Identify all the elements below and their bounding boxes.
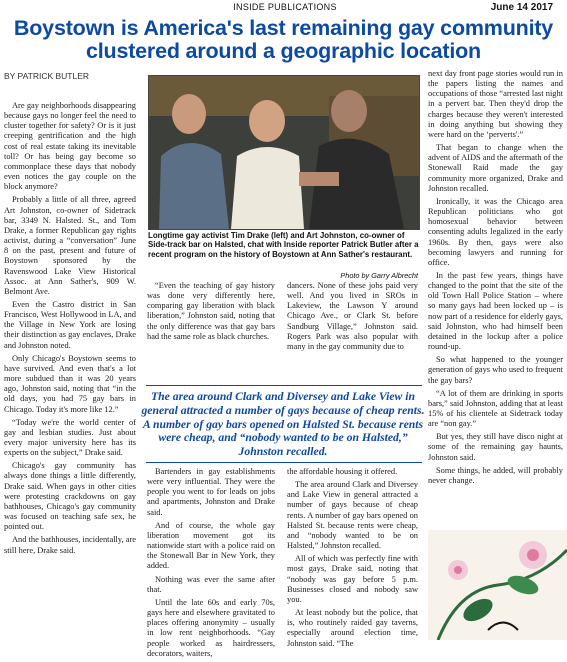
photo-credit: Photo by Garry Albrecht [340, 271, 418, 280]
paragraph: In the past few years, things have changed to the point that the site of the old Town Hall Police Station – where so many gays had been locked up – is now part of a residence for elderly gays, said Johnston, who had himself been detained in the lockup after a police round-up. [428, 270, 563, 352]
pull-quote-rule-top [146, 385, 422, 386]
paragraph: Are gay neighborhoods disappearing because gays no longer feel the need to cluster together for safety? Or is it just creeping gentrification and the high cost of real estate taking its inevitable toll? Or has being gay become so commonplace these days that nobody even notices the gay couple on the block anymore? [4, 101, 136, 192]
paragraph: At least nobody but the police, that is, who routinely raided gay taverns, especially around election time, Johnston said. “The [287, 608, 418, 648]
paragraph: And of course, the whole gay liberation movement got its nationwide start with a police raid on the Stonewall Bar in New York, they added. [147, 520, 275, 571]
paragraph: And the bathhouses, incidentally, are still here, Drake said. [4, 535, 136, 555]
paragraph: Probably a little of all three, agreed Art Johnston, co-owner of Sidetrack bar, 3349 N. Halsted. St., and Tom Drake, a former Republican gay rights activist, during a “conversation” June 8 on the past, present and future of Boystown sponsored by the Ravenswood Lake View Historical Assoc. at Ann Sather's, 909 W. Belmont Ave. [4, 195, 136, 296]
paragraph: Until the late 60s and early 70s, gays here and elsewhere gravitated to places offering anonymity – usually in low rent neighborhoods. “Gay people worked as hairdressers, decorators, waiters, [147, 597, 275, 658]
paragraph: next day front page stories would run in the papers listing the names and occupations of those “arrested last night in a pervert bar. Then they'd drop the charges because they weren't interested in doing anything but showing they were hard on the ‘perverts'.” [428, 69, 563, 139]
paragraph: All of which was perfectly fine with most gays, Drake said, noting that “nobody was gay before 5 p.m. Businesses closed and nobody saw you. [287, 554, 418, 604]
paragraph: Bartenders in gay establishments were very influential. They were the people you went to for leads on jobs and apartments, Johnston and Drake said. [147, 467, 275, 517]
paragraph: That began to change when the advent of AIDS and the aftermath of the Stonewall Raid made the gay community more organized, Drake and Johnston recalled. [428, 143, 563, 193]
paragraph: “A lot of them are drinking in sports bars,” said Johnston, adding that at least 15% of his clientele at Sidetrack today are “non gay.” [428, 388, 563, 429]
article-column-3-upper [287, 281, 418, 355]
article-column-3-lower [287, 467, 418, 652]
article-column-2-lower [147, 467, 275, 662]
pull-quote: The area around Clark and Diversey and Lake View in general attracted a number of gays because of cheap rents. A number of gay bars opened on Halsted St. because rents were cheap, and “nobody wanted to be on Halsted,” Johnston recalled. [141, 390, 425, 459]
photo-caption: Longtime gay activist Tim Drake (left) and Art Johnston, co-owner of Side-track bar on Halsted, chat with Inside reporter Patrick Butler after a recent program on the history of Boystown at Ann Sather's restaurant. [148, 231, 419, 259]
article-column-4 [428, 69, 563, 489]
issue-date: June 14 2017 [490, 2, 553, 13]
photo-illustration [149, 76, 419, 229]
paragraph: The area around Clark and Diversey and Lake View in general attracted a number of gays because of cheap rents. A number of gay bars opened on Halsted St. because rents were cheap, and “nobody wanted to be on Halsted,” Johnston recalled. [287, 480, 418, 551]
paragraph: Only Chicago's Boystown seems to have survived. And even that's a lot more subdued than it was 20 years ago, Johnston said, noting that “in the old days, you had 75 gay bars in Chicago. Today it's more like 12.” [4, 353, 136, 414]
floral-art-icon [428, 530, 567, 640]
decorative-artwork [428, 530, 567, 640]
byline: BY PATRICK BUTLER [4, 71, 90, 81]
paragraph: dancers. None of these jobs paid very well. And you lived in SROs in Lakeview, the Lawson Y around Chicago Ave., or Clark St. before Sandburg Village,” Johnston said. Rogers Park was also popular with many in the gay community due to [287, 281, 418, 351]
paragraph: Even the Castro district in San Francisco, West Hollywood in LA, and the Village in New York are losing their distinction as gay enclaves, Drake and Johnston noted. [4, 299, 136, 350]
paragraph: “Today we're the world center of gay and lesbian studies. Just about every major university here has its experts on the subject,” Drake said. [4, 417, 136, 458]
paragraph: Ironically, it was the Chicago area Republican politicians who got homosexual behavior between consenting adults legalized in the early 1960s. By then, gays were also becoming lawyers and running for office. [428, 196, 563, 267]
paragraph: Nothing was ever the same after that. [147, 574, 275, 594]
paragraph: Chicago's gay community has always done things a little differently, Drake said. When gays in other cities were protesting crackdowns on gay bathhouses, Chicago's gay community was focused on teaching safe sex, he pointed out. [4, 461, 136, 532]
paragraph: But yes, they still have disco night at some of the remaining gay haunts, Johnston said. [428, 432, 563, 462]
article-column-2-upper [147, 281, 275, 345]
pull-quote-rule-bottom [146, 462, 422, 463]
paragraph: “Even the teaching of gay history was done very differently here, comparing gay liberation with black liberation,” Johnston said, noting that the only difference was that gay bars had the same role as black churches. [147, 281, 275, 341]
article-column-1 [4, 101, 136, 559]
article-photo [148, 75, 420, 230]
article-headline: Boystown is America's last remaining gay community clustered around a geographic location [13, 16, 554, 63]
paragraph: So what happened to the younger generation of gays who used to frequent the gay bars? [428, 355, 563, 385]
publication-name: INSIDE PUBLICATIONS [233, 2, 337, 12]
paragraph: Some things, he added, will probably never change. [428, 465, 563, 485]
paragraph: the affordable housing it offered. [287, 467, 398, 476]
